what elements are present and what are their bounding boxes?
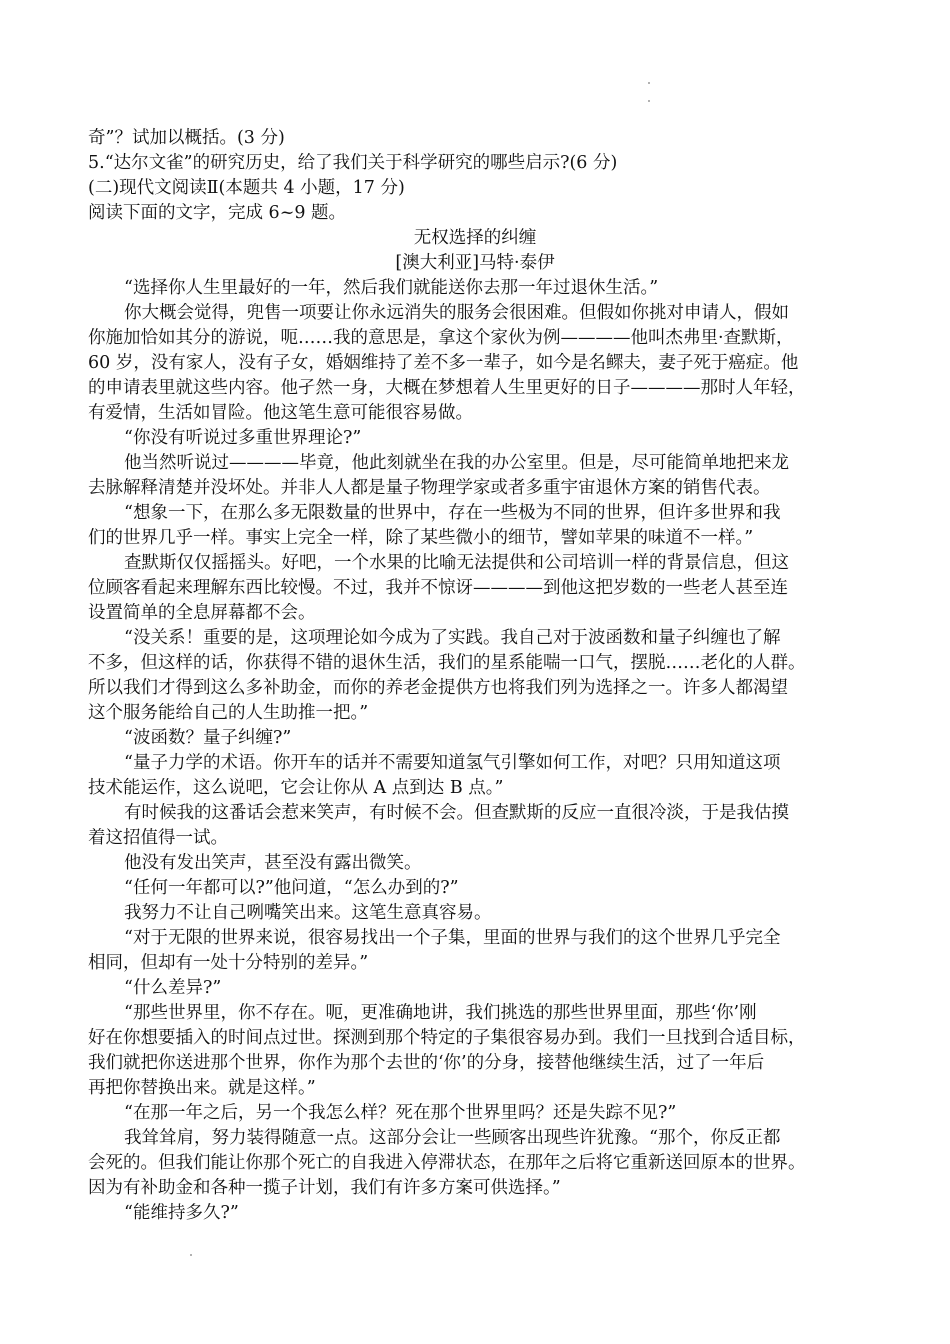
paragraph-line: “什么差异?” (124, 978, 222, 998)
paragraph-line: “选择你人生里最好的一年，然后我们就能送你去那一年过退休生活。” (124, 278, 659, 298)
paragraph-line: “想象一下，在那么多无限数量的世界中，存在一些极为不同的世界，但许多世界和我 (124, 503, 781, 523)
paragraph-line: 会死的。但我们能让你那个死亡的自我进入停滞状态，在那年之后将它重新送回原本的世界。 (88, 1153, 806, 1173)
paragraph-line: “在那一年之后，另一个我怎么样？死在那个世界里吗？还是失踪不见?” (124, 1103, 677, 1123)
paragraph-line: 60 岁，没有家人，没有子女，婚姻维持了差不多一辈子，如今是名鳏夫，妻子死于癌症。他 (88, 353, 799, 373)
paragraph-line: “波函数？量子纠缠?” (124, 728, 292, 748)
paragraph-line: “任何一年都可以?”他问道，“怎么办到的?” (124, 878, 459, 898)
paragraph-line: “对于无限的世界来说，很容易找出一个子集，里面的世界与我们的这个世界几乎完全 (124, 928, 781, 948)
paragraph-line: 他当然听说过————毕竟，他此刻就坐在我的办公室里。但是，尽可能简单地把来龙 (124, 453, 789, 473)
paragraph-line: 查默斯仅仅摇摇头。好吧，一个水果的比喻无法提供和公司培训一样的背景信息，但这 (124, 553, 789, 573)
paragraph-line: 所以我们才得到这么多补助金，而你的养老金提供方也将我们列为选择之一。许多人都渴望 (88, 678, 788, 698)
question-4-tail: 奇”？试加以概括。(3 分) (88, 128, 285, 148)
paragraph-line: 有时候我的这番话会惹来笑声，有时候不会。但查默斯的反应一直很冷淡，于是我估摸 (124, 803, 789, 823)
section-heading: (二)现代文阅读Ⅱ(本题共 4 小题，17 分) (88, 178, 405, 198)
reading-instruction: 阅读下面的文字，完成 6~9 题。 (88, 203, 347, 223)
paragraph-line: “你没有听说过多重世界理论?” (124, 428, 362, 448)
scan-speck (190, 1254, 192, 1256)
paragraph-line: 我耸耸肩，努力装得随意一点。这部分会让一些顾客出现些许犹豫。“那个，你反正都 (124, 1128, 781, 1148)
paragraph-line: “没关系！重要的是，这项理论如今成为了实践。我自己对于波函数和量子纠缠也了解 (124, 628, 781, 648)
paragraph-line: 再把你替换出来。就是这样。” (88, 1078, 316, 1098)
paragraph-line: 他没有发出笑声，甚至没有露出微笑。 (124, 853, 422, 873)
paragraph-line: 的申请表里就这些内容。他孑然一身，大概在梦想着人生里更好的日子————那时人年轻， (88, 378, 806, 398)
paragraph-line: 有爱情，生活如冒险。他这笔生意可能很容易做。 (88, 403, 473, 423)
paragraph-line: 我努力不让自己咧嘴笑出来。这笔生意真容易。 (124, 903, 492, 923)
paragraph-line: 我们就把你送进那个世界，你作为那个去世的‘你’的分身，接替他继续生活，过了一年后 (88, 1053, 765, 1073)
paragraph-line: 因为有补助金和各种一揽子计划，我们有许多方案可供选择。” (88, 1178, 561, 1198)
article-author: [澳大利亚]马特·泰伊 (395, 253, 555, 273)
paragraph-line: 去脉解释清楚并没坏处。并非人人都是量子物理学家或者多重宇宙退休方案的销售代表。 (88, 478, 771, 498)
scan-speck (648, 100, 650, 102)
paragraph-line: “能维持多久?” (124, 1203, 239, 1223)
paragraph-line: “那些世界里，你不存在。呃，更准确地讲，我们挑选的那些世界里面，那些‘你’刚 (124, 1003, 757, 1023)
paragraph-line: 着这招值得一试。 (88, 828, 228, 848)
paragraph-line: 好在你想要插入的时间点过世。探测到那个特定的子集很容易办到。我们一旦找到合适目标， (88, 1028, 806, 1048)
paragraph-line: 你大概会觉得，兜售一项要让你永远消失的服务会很困难。但假如你挑对申请人，假如 (124, 303, 789, 323)
article-title: 无权选择的纠缠 (413, 228, 537, 248)
paragraph-line: 设置简单的全息屏幕都不会。 (88, 603, 316, 623)
scan-speck (648, 82, 650, 84)
paragraph-line: 相同，但却有一处十分特别的差异。” (88, 953, 369, 973)
paragraph-line: “量子力学的术语。你开车的话并不需要知道氢气引擎如何工作，对吧？只用知道这项 (124, 753, 781, 773)
paragraph-line: 们的世界几乎一样。事实上完全一样，除了某些微小的细节，譬如苹果的味道不一样。” (88, 528, 754, 548)
paragraph-line: 技术能运作，这么说吧，它会让你从 A 点到达 B 点。” (88, 778, 504, 798)
paragraph-line: 位顾客看起来理解东西比较慢。不过，我并不惊讶————到他这把岁数的一些老人甚至连 (88, 578, 788, 598)
paragraph-line: 你施加恰如其分的游说，呃……我的意思是，拿这个家伙为例————他叫杰弗里·查默斯， (88, 328, 794, 348)
paragraph-line: 这个服务能给自己的人生助推一把。” (88, 703, 369, 723)
question-5: 5.“达尔文雀”的研究历史，给了我们关于科学研究的哪些启示?(6 分) (88, 153, 618, 173)
paragraph-line: 不多，但这样的话，你获得不错的退休生活，我们的星系能喘一口气，摆脱……老化的人群。 (88, 653, 806, 673)
